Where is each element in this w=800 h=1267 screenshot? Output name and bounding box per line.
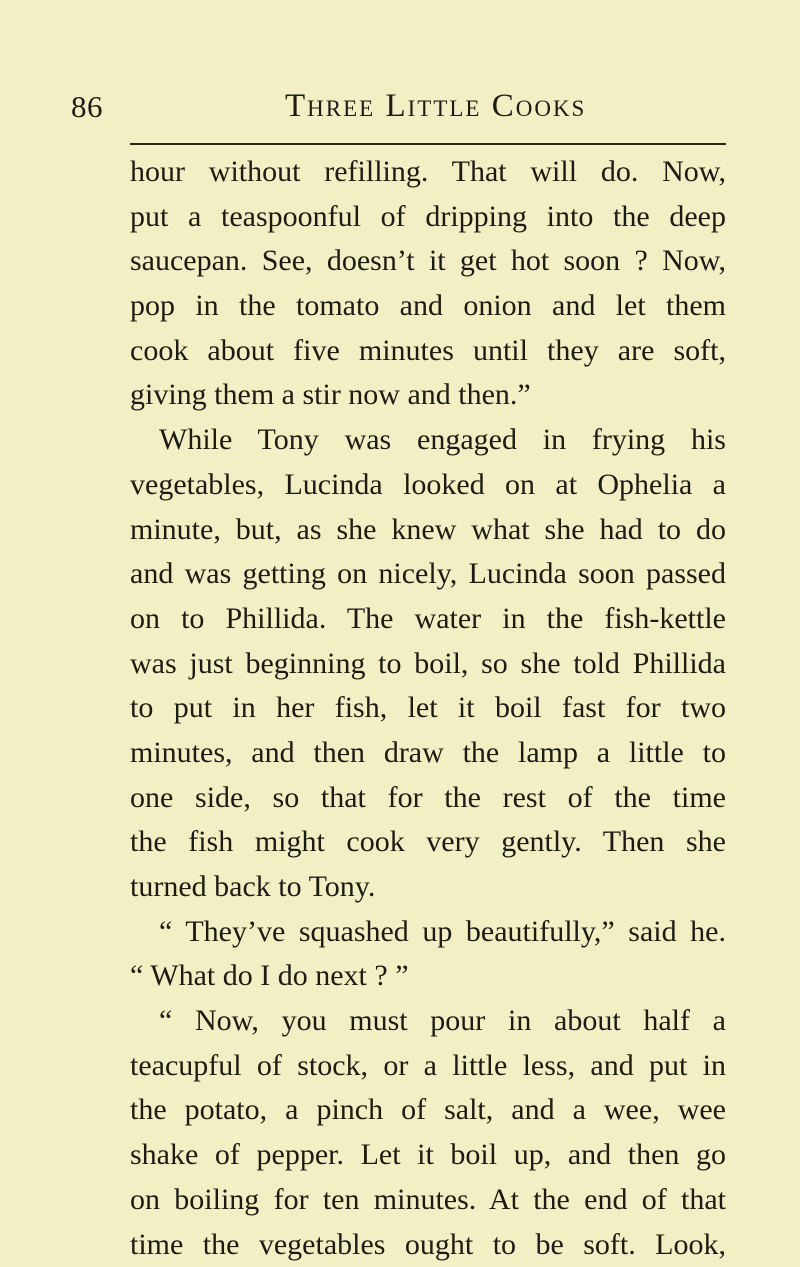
- text-line: time the vegetables ought to be soft. Look,: [130, 1223, 726, 1267]
- text-line: on to Phillida. The water in the fish-kettle: [130, 597, 726, 642]
- text-line: and was getting on nicely, Lucinda soon passed: [130, 552, 726, 597]
- text-line: one side, so that for the rest of the time: [130, 776, 726, 821]
- text-line: vegetables, Lucinda looked on at Ophelia a: [130, 463, 726, 508]
- text-line: the potato, a pinch of salt, and a wee, wee: [130, 1088, 726, 1133]
- text-line: turned back to Tony.: [130, 865, 726, 910]
- text-line: teacupful of stock, or a little less, and put in: [130, 1044, 726, 1089]
- text-line: cook about five minutes until they are soft,: [130, 329, 726, 374]
- text-line: put a teaspoonful of dripping into the deep: [130, 195, 726, 240]
- text-line: saucepan. See, doesn’t it get hot soon ? Now,: [130, 239, 726, 284]
- text-line: giving them a stir now and then.”: [130, 373, 726, 418]
- text-line: hour without refilling. That will do. Now,: [130, 150, 726, 195]
- text-line: While Tony was engaged in frying his: [130, 418, 726, 463]
- text-line: the fish might cook very gently. Then she: [130, 820, 726, 865]
- text-line: shake of pepper. Let it boil up, and then go: [130, 1133, 726, 1178]
- body-text: [130, 150, 726, 1267]
- text-line: on boiling for ten minutes. At the end of that: [130, 1178, 726, 1223]
- text-line: pop in the tomato and onion and let them: [130, 284, 726, 329]
- text-line: “ They’ve squashed up beautifully,” said he.: [130, 910, 726, 955]
- text-line: “ Now, you must pour in about half a: [130, 999, 726, 1044]
- text-line: to put in her fish, let it boil fast for two: [130, 686, 726, 731]
- text-line: minute, but, as she knew what she had to do: [130, 508, 726, 553]
- text-line: was just beginning to boil, so she told Phillida: [130, 642, 726, 687]
- text-line: “ What do I do next ? ”: [130, 954, 726, 999]
- header-rule: [130, 143, 726, 145]
- text-line: minutes, and then draw the lamp a little to: [130, 731, 726, 776]
- running-title: Three Little Cooks: [285, 86, 586, 126]
- page-number: 86: [71, 87, 103, 127]
